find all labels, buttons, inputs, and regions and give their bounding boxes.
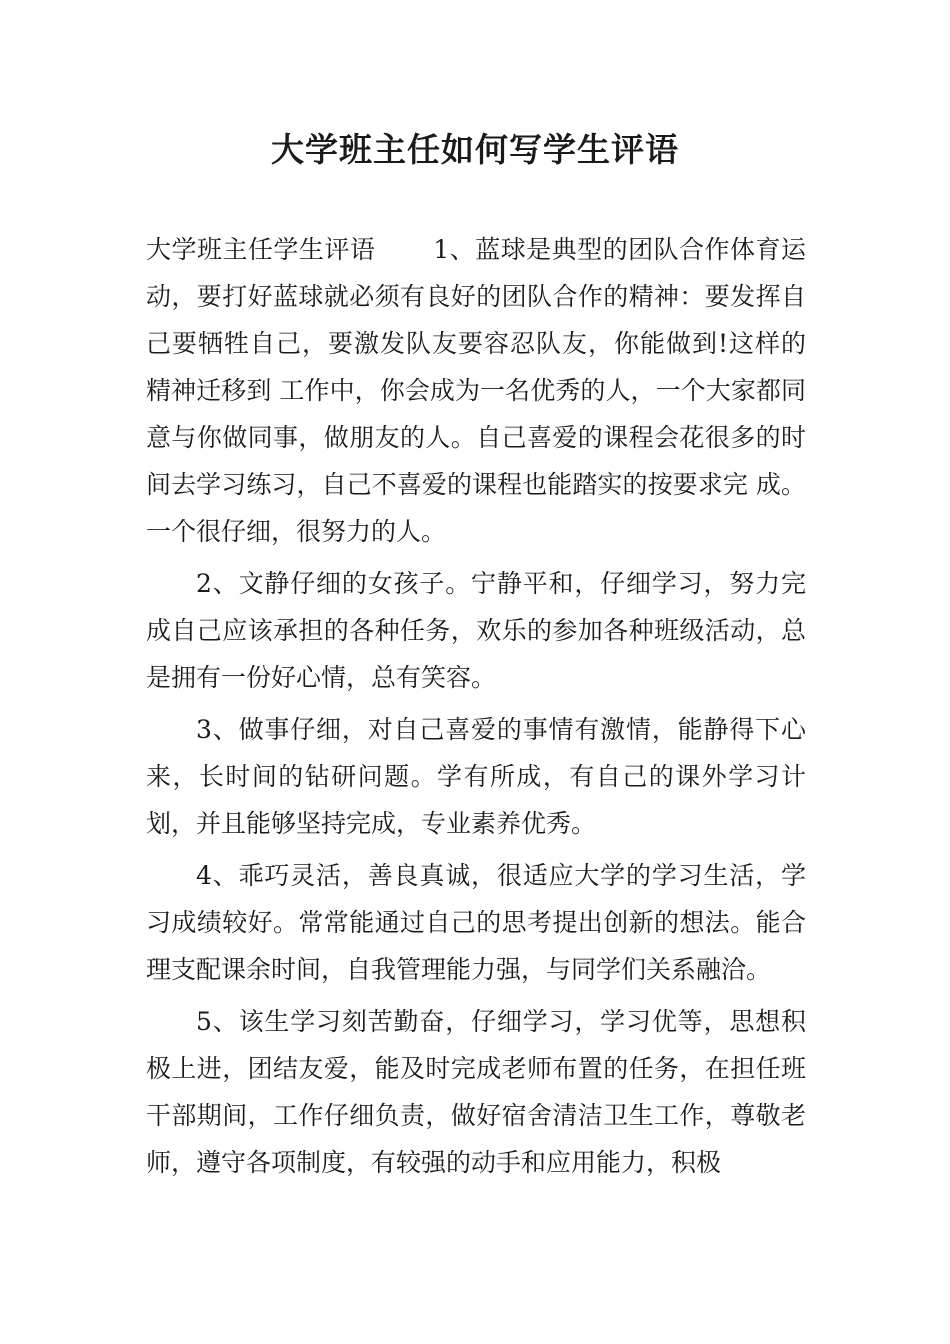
paragraph-3: 3、做事仔细，对自己喜爱的事情有激情，能静得下心来，长时间的钻研问题。学有所成，有自己的课外学习计划，并且能够坚持完成，专业素养优秀。 (146, 715, 806, 838)
paragraph-1-text: 1、蓝球是典型的团队合作体育运动，要打好蓝球就必须有良好的团队合作的精神：要发挥自己要牺牲自己，要激发队友要容忍队友，你能做到!这样的精神迁移到 工作中，你会成为一名优秀的人，一个大家都同意与你做同事，做朋友的人。自己喜爱的课程会花很多的时间去学习练习，自己不喜爱的课程也能踏实的按要求完 成。一个很仔细，很努力的人。 (146, 235, 806, 546)
inline-heading: 大学班主任学生评语 (146, 235, 376, 264)
document-body (146, 226, 806, 1191)
paragraph-2: 2、文静仔细的女孩子。宁静平和，仔细学习，努力完成自己应该承担的各种任务，欢乐的参加各种班级活动，总是拥有一份好心情，总有笑容。 (146, 569, 806, 692)
document-title: 大学班主任如何写学生评语 (271, 130, 679, 169)
paragraph-4: 4、乖巧灵活，善良真诚，很适应大学的学习生活，学习成绩较好。常常能通过自己的思考提出创新的想法。能合理支配课余时间，自我管理能力强，与同学们关系融洽。 (146, 861, 806, 984)
paragraph-1 (146, 226, 806, 555)
paragraph-5: 5、该生学习刻苦勤奋，仔细学习，学习优等，思想积极上进，团结友爱，能及时完成老师布置的任务，在担任班干部期间，工作仔细负责，做好宿舍清洁卫生工作，尊敬老师，遵守各项制度，有较强的动手和应用能力，积极 (146, 1007, 806, 1177)
